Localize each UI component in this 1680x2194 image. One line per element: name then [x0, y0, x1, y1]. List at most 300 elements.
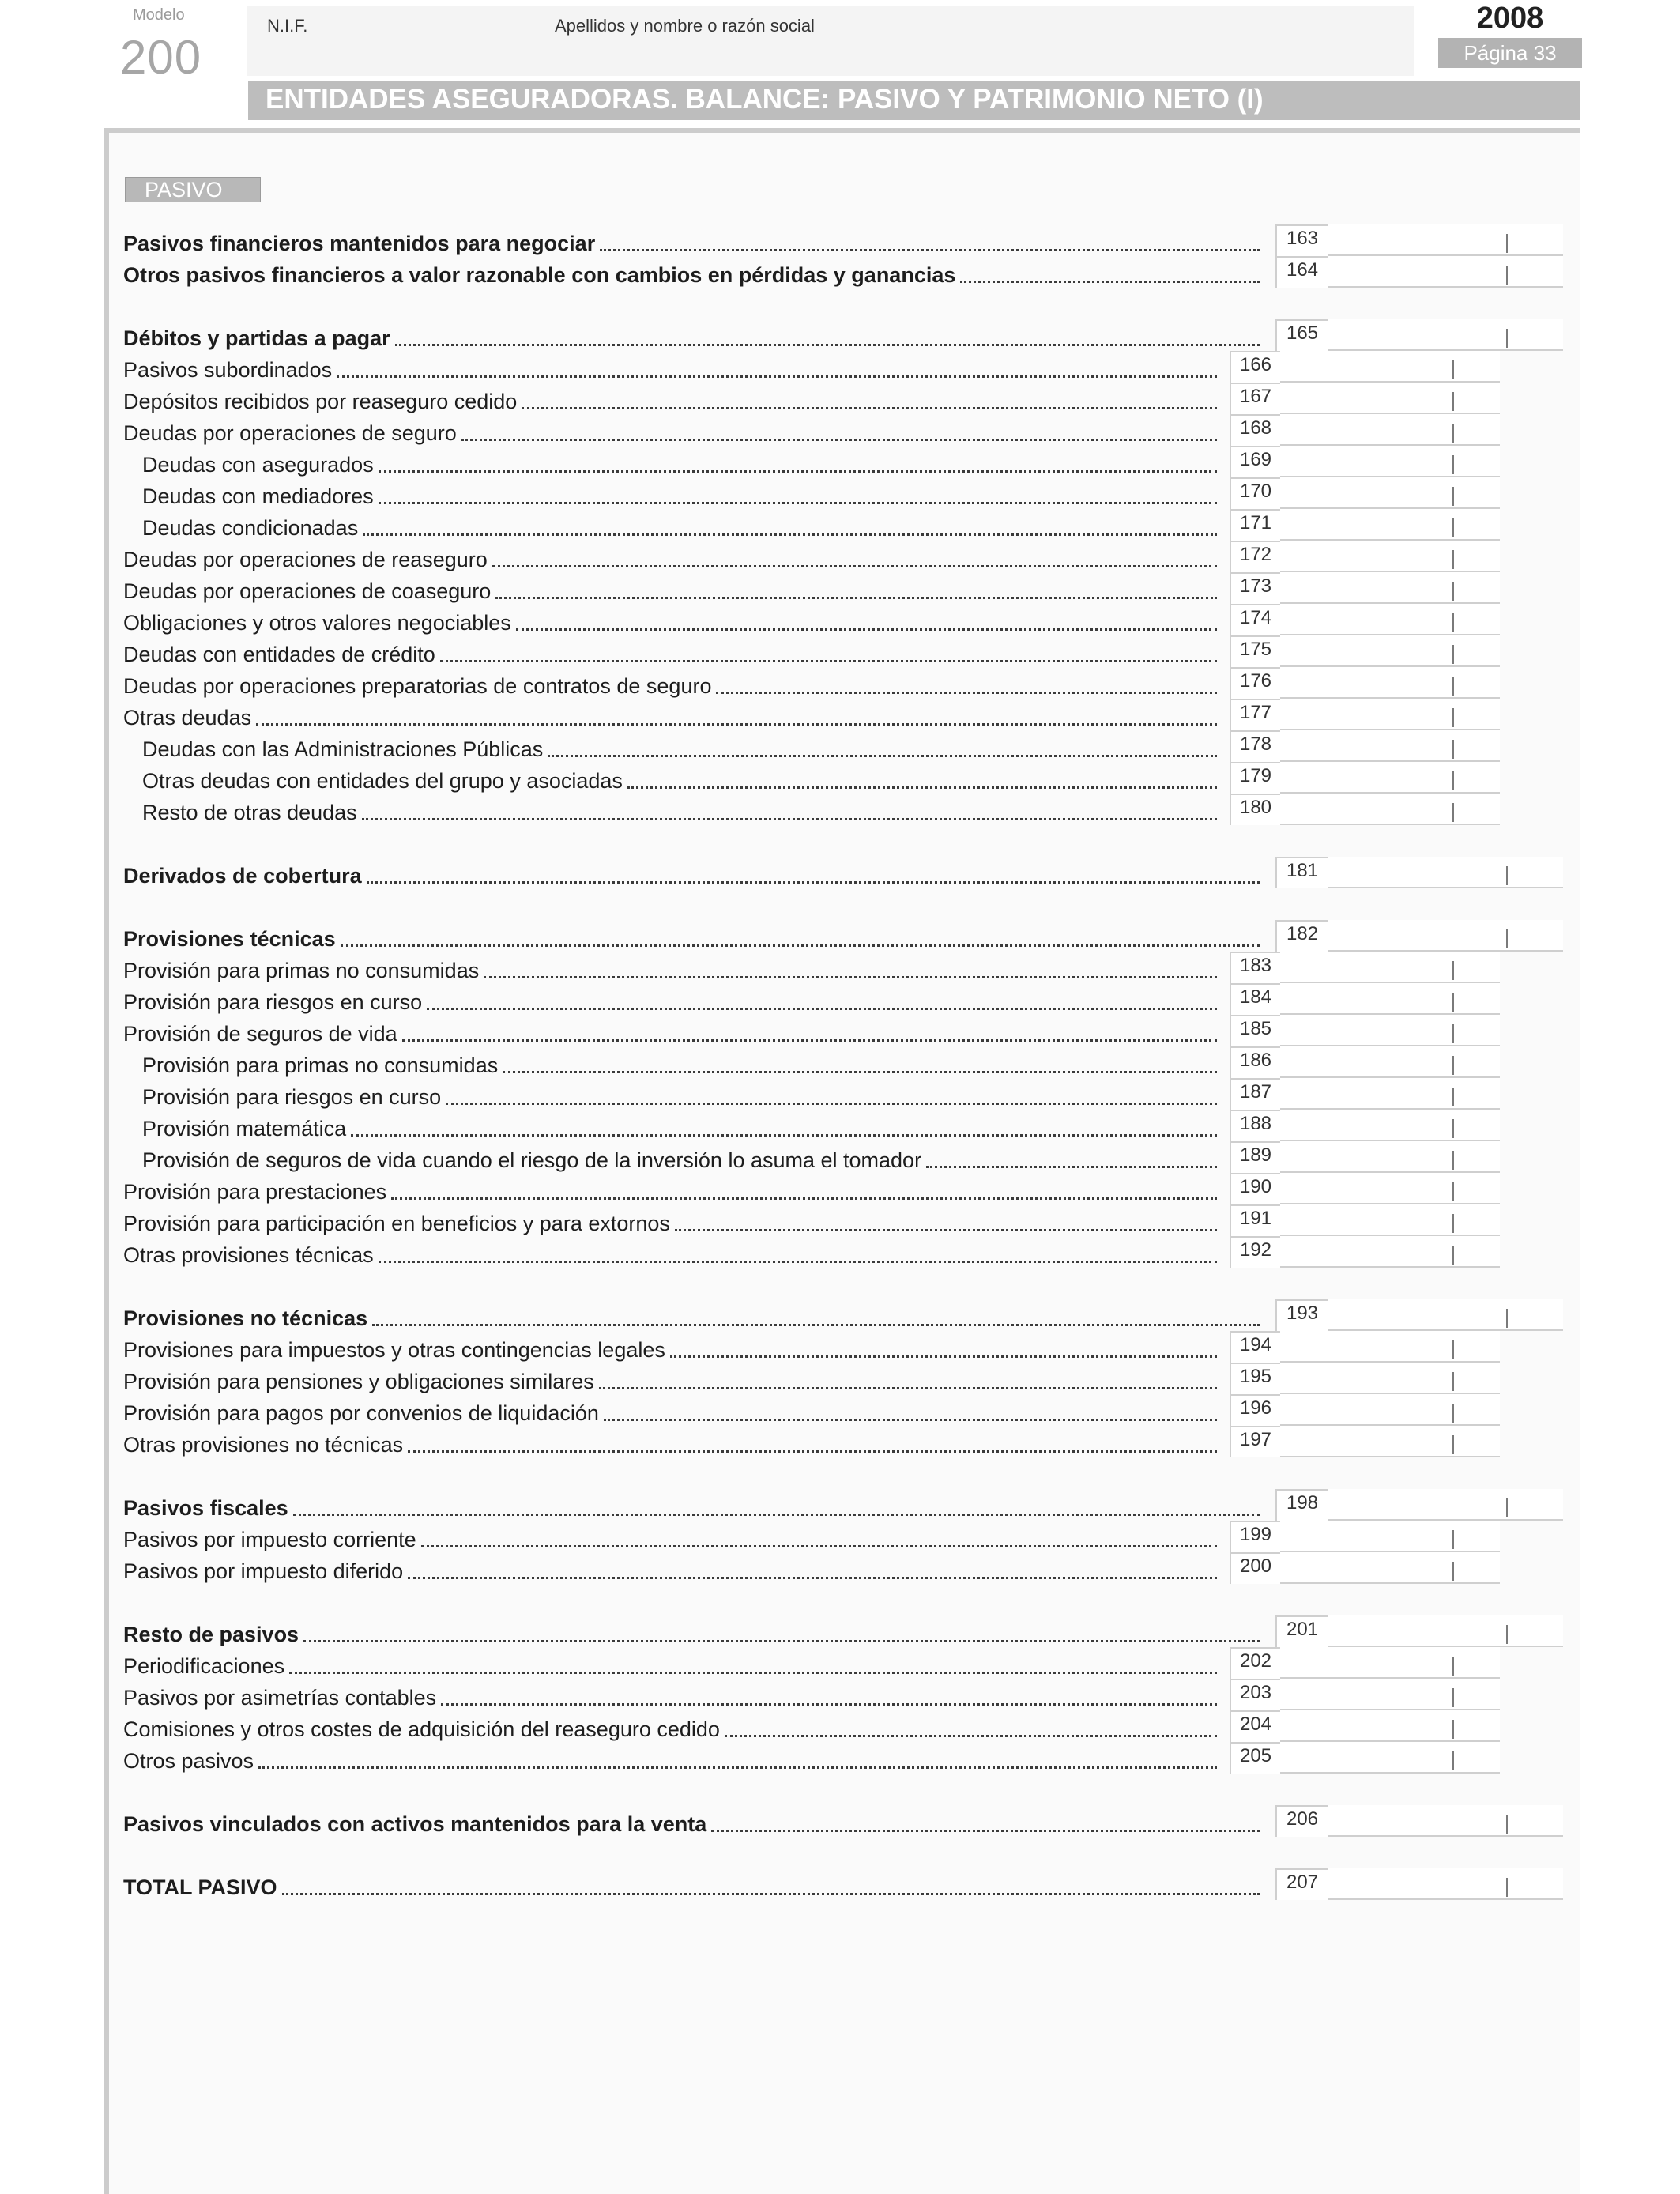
decimal-separator-tick — [1452, 1404, 1454, 1423]
amount-input[interactable] — [1328, 319, 1563, 351]
decimal-separator-tick — [1452, 1340, 1454, 1359]
amount-field-163[interactable] — [1275, 224, 1563, 256]
amount-field-193[interactable] — [1275, 1299, 1563, 1331]
row-label-text: Otras deudas con entidades del grupo y asociadas — [142, 769, 623, 793]
decimal-separator-tick — [1452, 1151, 1454, 1170]
row-label — [123, 635, 1217, 667]
row-label — [123, 256, 1260, 288]
decimal-separator-tick — [1452, 1246, 1454, 1265]
box-code: 164 — [1275, 256, 1328, 288]
amount-input[interactable] — [1280, 1552, 1500, 1584]
balance-row-194 — [0, 1331, 1680, 1363]
decimal-separator-tick — [1452, 392, 1454, 411]
amount-field-197[interactable] — [1230, 1426, 1500, 1457]
decimal-separator-tick — [1506, 329, 1508, 348]
decimal-separator-tick — [1506, 1878, 1508, 1897]
row-label-text: Otros pasivos — [123, 1749, 254, 1773]
dot-leader — [379, 470, 1217, 473]
dot-leader — [372, 1324, 1260, 1326]
dot-leader — [258, 1766, 1217, 1769]
dot-leader — [492, 565, 1217, 567]
balance-row-201 — [0, 1615, 1680, 1647]
box-code: 163 — [1275, 224, 1328, 256]
row-label — [123, 1394, 1217, 1426]
row-label — [142, 1078, 1217, 1110]
amount-input[interactable] — [1280, 1110, 1500, 1141]
row-label — [123, 1552, 1217, 1584]
amount-field-170[interactable] — [1230, 477, 1500, 509]
amount-input[interactable] — [1328, 1615, 1563, 1647]
decimal-separator-tick — [1452, 1562, 1454, 1581]
box-code: 191 — [1230, 1204, 1280, 1236]
amount-input[interactable] — [1280, 383, 1500, 414]
amount-input[interactable] — [1328, 920, 1563, 952]
box-code: 169 — [1230, 446, 1280, 477]
box-code: 192 — [1230, 1236, 1280, 1268]
dot-leader — [293, 1514, 1260, 1516]
amount-field-167[interactable] — [1230, 383, 1500, 414]
dot-leader — [716, 692, 1217, 694]
row-label-text: Derivados de cobertura — [123, 864, 362, 888]
dot-leader — [363, 533, 1217, 536]
dot-leader — [427, 1008, 1217, 1010]
amount-input[interactable] — [1280, 1647, 1500, 1679]
box-code: 182 — [1275, 920, 1328, 952]
row-label-text: Deudas con entidades de crédito — [123, 643, 435, 666]
modelo-number: 200 — [120, 31, 202, 84]
dot-leader — [362, 818, 1217, 820]
row-label — [142, 446, 1217, 477]
balance-row-198 — [0, 1489, 1680, 1521]
row-label — [123, 1331, 1217, 1363]
amount-input[interactable] — [1280, 1173, 1500, 1204]
amount-input[interactable] — [1280, 1679, 1500, 1710]
dot-leader — [441, 1703, 1217, 1706]
row-label-text: Deudas por operaciones de reaseguro — [123, 548, 488, 571]
amount-field-202[interactable] — [1230, 1647, 1500, 1679]
decimal-separator-tick — [1452, 1751, 1454, 1770]
balance-row-168 — [0, 414, 1680, 446]
year-label: 2008 — [1476, 2, 1544, 35]
dot-leader — [599, 1387, 1217, 1389]
decimal-separator-tick — [1452, 1214, 1454, 1233]
amount-field-196[interactable] — [1230, 1394, 1500, 1426]
row-label — [123, 857, 1260, 888]
amount-input[interactable] — [1280, 667, 1500, 699]
dot-leader — [725, 1735, 1217, 1737]
box-code: 165 — [1275, 319, 1328, 351]
amount-input[interactable] — [1280, 1046, 1500, 1078]
amount-field-176[interactable] — [1230, 667, 1500, 699]
box-code: 200 — [1230, 1552, 1280, 1584]
row-label-text: Provisión de seguros de vida — [123, 1022, 397, 1046]
balance-row-180 — [0, 794, 1680, 825]
section-tag-pasivo: PASIVO — [125, 177, 261, 202]
box-code: 195 — [1230, 1363, 1280, 1394]
amount-input[interactable] — [1280, 1742, 1500, 1774]
decimal-separator-tick — [1452, 360, 1454, 379]
amount-field-187[interactable] — [1230, 1078, 1500, 1110]
row-label-text: Pasivos vinculados con activos mantenidos para la venta — [123, 1812, 707, 1836]
row-label — [123, 1868, 1260, 1900]
amount-input[interactable] — [1280, 351, 1500, 383]
balance-row-176 — [0, 667, 1680, 699]
box-code: 166 — [1230, 351, 1280, 383]
amount-field-172[interactable] — [1230, 541, 1500, 572]
dot-leader — [379, 1261, 1217, 1263]
balance-row-195 — [0, 1363, 1680, 1394]
row-label-text: Comisiones y otros costes de adquisición del reaseguro cedido — [123, 1717, 720, 1741]
row-label — [142, 730, 1217, 762]
box-code: 168 — [1230, 414, 1280, 446]
row-label — [142, 1046, 1217, 1078]
balance-row-182 — [0, 920, 1680, 952]
decimal-separator-tick — [1452, 771, 1454, 790]
amount-input[interactable] — [1280, 541, 1500, 572]
row-label — [123, 1615, 1260, 1647]
box-code: 177 — [1230, 699, 1280, 730]
row-label — [123, 604, 1217, 635]
decimal-separator-tick — [1452, 518, 1454, 537]
balance-row-163 — [0, 224, 1680, 256]
balance-row-172 — [0, 541, 1680, 572]
balance-row-178 — [0, 730, 1680, 762]
box-code: 178 — [1230, 730, 1280, 762]
balance-row-167 — [0, 383, 1680, 414]
decimal-separator-tick — [1452, 613, 1454, 632]
decimal-separator-tick — [1452, 1688, 1454, 1707]
row-label — [123, 383, 1217, 414]
row-label — [123, 1489, 1260, 1521]
decimal-separator-tick — [1452, 1182, 1454, 1201]
amount-field-164[interactable] — [1275, 256, 1563, 288]
amount-field-178[interactable] — [1230, 730, 1500, 762]
box-code: 185 — [1230, 1015, 1280, 1046]
amount-input[interactable] — [1328, 857, 1563, 888]
row-label-text: Provisión para primas no consumidas — [142, 1054, 499, 1077]
box-code: 194 — [1230, 1331, 1280, 1363]
box-code: 187 — [1230, 1078, 1280, 1110]
amount-input[interactable] — [1280, 794, 1500, 825]
balance-row-196 — [0, 1394, 1680, 1426]
amount-field-183[interactable] — [1230, 952, 1500, 983]
balance-row-206 — [0, 1805, 1680, 1837]
amount-field-191[interactable] — [1230, 1204, 1500, 1236]
amount-field-171[interactable] — [1230, 509, 1500, 541]
box-code: 198 — [1275, 1489, 1328, 1521]
balance-row-186 — [0, 1046, 1680, 1078]
balance-row-181 — [0, 857, 1680, 888]
nif-label: N.I.F. — [267, 16, 308, 36]
dot-leader — [256, 723, 1217, 726]
box-code: 190 — [1230, 1173, 1280, 1204]
row-label-text: Provisión matemática — [142, 1117, 347, 1140]
amount-field-194[interactable] — [1230, 1331, 1500, 1363]
amount-input[interactable] — [1280, 1363, 1500, 1394]
decimal-separator-tick — [1506, 1498, 1508, 1517]
dot-leader — [303, 1640, 1260, 1642]
amount-input[interactable] — [1280, 414, 1500, 446]
row-label — [123, 1742, 1217, 1774]
row-label — [142, 762, 1217, 794]
balance-row-187 — [0, 1078, 1680, 1110]
amount-input[interactable] — [1280, 1331, 1500, 1363]
amount-input[interactable] — [1280, 1394, 1500, 1426]
decimal-separator-tick — [1452, 677, 1454, 696]
dot-leader — [408, 1577, 1217, 1579]
amount-input[interactable] — [1280, 509, 1500, 541]
row-label-text: Provisiones no técnicas — [123, 1306, 368, 1330]
box-code: 173 — [1230, 572, 1280, 604]
amount-input[interactable] — [1328, 1868, 1563, 1900]
box-code: 199 — [1230, 1521, 1280, 1552]
balance-row-183 — [0, 952, 1680, 983]
decimal-separator-tick — [1506, 1309, 1508, 1328]
box-code: 196 — [1230, 1394, 1280, 1426]
decimal-separator-tick — [1452, 550, 1454, 569]
decimal-separator-tick — [1452, 1119, 1454, 1138]
amount-input[interactable] — [1280, 1521, 1500, 1552]
decimal-separator-tick — [1452, 487, 1454, 506]
amount-field-173[interactable] — [1230, 572, 1500, 604]
box-code: 206 — [1275, 1805, 1328, 1837]
row-label — [123, 351, 1217, 383]
row-label-text: Pasivos fiscales — [123, 1496, 288, 1520]
decimal-separator-tick — [1452, 740, 1454, 759]
balance-row-175 — [0, 635, 1680, 667]
balance-row-177 — [0, 699, 1680, 730]
dot-leader — [440, 660, 1217, 662]
amount-field-190[interactable] — [1230, 1173, 1500, 1204]
balance-row-190 — [0, 1173, 1680, 1204]
row-label — [123, 1015, 1217, 1046]
decimal-separator-tick — [1506, 234, 1508, 253]
amount-field-174[interactable] — [1230, 604, 1500, 635]
row-label-text: Provisión para participación en beneficios y para extornos — [123, 1212, 670, 1235]
box-code: 167 — [1230, 383, 1280, 414]
row-label — [123, 1299, 1260, 1331]
balance-row-171 — [0, 509, 1680, 541]
balance-row-200 — [0, 1552, 1680, 1584]
row-label-text: Pasivos por impuesto corriente — [123, 1528, 416, 1551]
decimal-separator-tick — [1506, 266, 1508, 285]
dot-leader — [391, 1197, 1217, 1200]
dot-leader — [461, 439, 1217, 441]
amount-input[interactable] — [1280, 1236, 1500, 1268]
amount-field-188[interactable] — [1230, 1110, 1500, 1141]
row-label-text: Deudas por operaciones de coaseguro — [123, 579, 492, 603]
row-label-text: Otras provisiones técnicas — [123, 1243, 374, 1267]
dot-leader — [402, 1039, 1217, 1042]
box-code: 188 — [1230, 1110, 1280, 1141]
amount-input[interactable] — [1280, 952, 1500, 983]
taxpayer-field[interactable] — [247, 6, 1414, 76]
amount-input[interactable] — [1280, 604, 1500, 635]
dot-leader — [484, 976, 1217, 978]
decimal-separator-tick — [1452, 424, 1454, 443]
row-label — [123, 319, 1260, 351]
amount-field-195[interactable] — [1230, 1363, 1500, 1394]
amount-field-192[interactable] — [1230, 1236, 1500, 1268]
row-label-text: Provisión para pagos por convenios de liquidación — [123, 1401, 599, 1425]
box-code: 179 — [1230, 762, 1280, 794]
row-label-text: Provisión para riesgos en curso — [123, 990, 423, 1014]
row-label — [123, 1426, 1217, 1457]
box-code: 205 — [1230, 1742, 1280, 1774]
balance-row-166 — [0, 351, 1680, 383]
box-code: 204 — [1230, 1710, 1280, 1742]
row-label-text: Depósitos recibidos por reaseguro cedido — [123, 390, 518, 413]
balance-row-188 — [0, 1110, 1680, 1141]
dot-leader — [495, 597, 1217, 599]
amount-field-198[interactable] — [1275, 1489, 1563, 1521]
amount-input[interactable] — [1280, 983, 1500, 1015]
amount-field-184[interactable] — [1230, 983, 1500, 1015]
box-code: 186 — [1230, 1046, 1280, 1078]
dot-leader — [395, 344, 1260, 346]
decimal-separator-tick — [1506, 1815, 1508, 1834]
decimal-separator-tick — [1452, 1024, 1454, 1043]
amount-field-182[interactable] — [1275, 920, 1563, 952]
amount-input[interactable] — [1280, 1710, 1500, 1742]
amount-field-181[interactable] — [1275, 857, 1563, 888]
dot-leader — [351, 1134, 1217, 1137]
decimal-separator-tick — [1506, 929, 1508, 948]
decimal-separator-tick — [1452, 961, 1454, 980]
decimal-separator-tick — [1452, 993, 1454, 1012]
amount-input[interactable] — [1280, 730, 1500, 762]
row-label — [123, 1710, 1217, 1742]
row-label — [123, 667, 1217, 699]
decimal-separator-tick — [1452, 1530, 1454, 1549]
amount-field-206[interactable] — [1275, 1805, 1563, 1837]
amount-field-175[interactable] — [1230, 635, 1500, 667]
dot-leader — [289, 1672, 1217, 1674]
row-label-text: TOTAL PASIVO — [123, 1875, 277, 1899]
amount-field-180[interactable] — [1230, 794, 1500, 825]
amount-field-186[interactable] — [1230, 1046, 1500, 1078]
row-label-text: Otros pasivos financieros a valor razonable con cambios en pérdidas y ganancias — [123, 263, 956, 287]
row-label-text: Deudas con mediadores — [142, 484, 374, 508]
box-code: 170 — [1230, 477, 1280, 509]
amount-input[interactable] — [1328, 1489, 1563, 1521]
dot-leader — [408, 1450, 1217, 1453]
row-label-text: Provisiones técnicas — [123, 927, 336, 951]
decimal-separator-tick — [1452, 582, 1454, 601]
box-code: 172 — [1230, 541, 1280, 572]
decimal-separator-tick — [1452, 1657, 1454, 1676]
row-label — [123, 1363, 1217, 1394]
row-label — [123, 920, 1260, 952]
amount-field-201[interactable] — [1275, 1615, 1563, 1647]
dot-leader — [282, 1893, 1260, 1895]
row-label — [123, 1679, 1217, 1710]
dot-leader — [548, 755, 1217, 757]
row-label-text: Pasivos subordinados — [123, 358, 333, 382]
row-label-text: Débitos y partidas a pagar — [123, 326, 390, 350]
amount-input[interactable] — [1280, 1015, 1500, 1046]
row-label-text: Pasivos por impuesto diferido — [123, 1559, 404, 1583]
dot-leader — [670, 1355, 1217, 1358]
amount-field-168[interactable] — [1230, 414, 1500, 446]
row-label — [123, 699, 1217, 730]
amount-input[interactable] — [1280, 699, 1500, 730]
amount-field-200[interactable] — [1230, 1552, 1500, 1584]
amount-field-205[interactable] — [1230, 1742, 1500, 1774]
box-code: 184 — [1230, 983, 1280, 1015]
balance-row-164 — [0, 256, 1680, 288]
amount-field-165[interactable] — [1275, 319, 1563, 351]
amount-field-203[interactable] — [1230, 1679, 1500, 1710]
amount-input[interactable] — [1280, 1141, 1500, 1173]
balance-row-202 — [0, 1647, 1680, 1679]
dot-leader — [379, 502, 1217, 504]
amount-input[interactable] — [1280, 446, 1500, 477]
amount-field-166[interactable] — [1230, 351, 1500, 383]
balance-row-173 — [0, 572, 1680, 604]
balance-row-191 — [0, 1204, 1680, 1236]
decimal-separator-tick — [1452, 1056, 1454, 1075]
amount-input[interactable] — [1280, 1078, 1500, 1110]
amount-field-179[interactable] — [1230, 762, 1500, 794]
amount-input[interactable] — [1280, 477, 1500, 509]
amount-input[interactable] — [1280, 1426, 1500, 1457]
row-label-text: Deudas con asegurados — [142, 453, 374, 477]
amount-field-199[interactable] — [1230, 1521, 1500, 1552]
amount-input[interactable] — [1328, 256, 1563, 288]
amount-field-169[interactable] — [1230, 446, 1500, 477]
box-code: 175 — [1230, 635, 1280, 667]
amount-input[interactable] — [1280, 1204, 1500, 1236]
balance-row-184 — [0, 983, 1680, 1015]
balance-row-205 — [0, 1742, 1680, 1774]
amount-input[interactable] — [1328, 224, 1563, 256]
balance-row-192 — [0, 1236, 1680, 1268]
dot-leader — [516, 628, 1217, 631]
box-code: 183 — [1230, 952, 1280, 983]
row-label — [142, 477, 1217, 509]
decimal-separator-tick — [1506, 866, 1508, 885]
balance-row-204 — [0, 1710, 1680, 1742]
row-label-text: Deudas con las Administraciones Públicas — [142, 737, 544, 761]
amount-input[interactable] — [1280, 635, 1500, 667]
row-label-text: Otras deudas — [123, 706, 252, 729]
dot-leader — [960, 281, 1260, 283]
box-code: 176 — [1230, 667, 1280, 699]
dot-leader — [600, 249, 1260, 251]
dot-leader — [604, 1419, 1217, 1421]
box-code: 203 — [1230, 1679, 1280, 1710]
row-label-text: Pasivos por asimetrías contables — [123, 1686, 437, 1710]
balance-row-170 — [0, 477, 1680, 509]
amount-field-185[interactable] — [1230, 1015, 1500, 1046]
amount-input[interactable] — [1280, 572, 1500, 604]
row-label-text: Pasivos financieros mantenidos para negociar — [123, 232, 596, 255]
decimal-separator-tick — [1452, 1088, 1454, 1106]
amount-input[interactable] — [1280, 762, 1500, 794]
amount-input[interactable] — [1328, 1805, 1563, 1837]
amount-field-177[interactable] — [1230, 699, 1500, 730]
amount-field-204[interactable] — [1230, 1710, 1500, 1742]
amount-input[interactable] — [1328, 1299, 1563, 1331]
amount-field-189[interactable] — [1230, 1141, 1500, 1173]
row-label — [123, 572, 1217, 604]
decimal-separator-tick — [1452, 645, 1454, 664]
row-label-text: Provisiones para impuestos y otras contingencias legales — [123, 1338, 665, 1362]
dot-leader — [421, 1545, 1217, 1547]
amount-field-207[interactable] — [1275, 1868, 1563, 1900]
row-label-text: Provisión de seguros de vida cuando el riesgo de la inversión lo asuma el tomador — [142, 1148, 922, 1172]
